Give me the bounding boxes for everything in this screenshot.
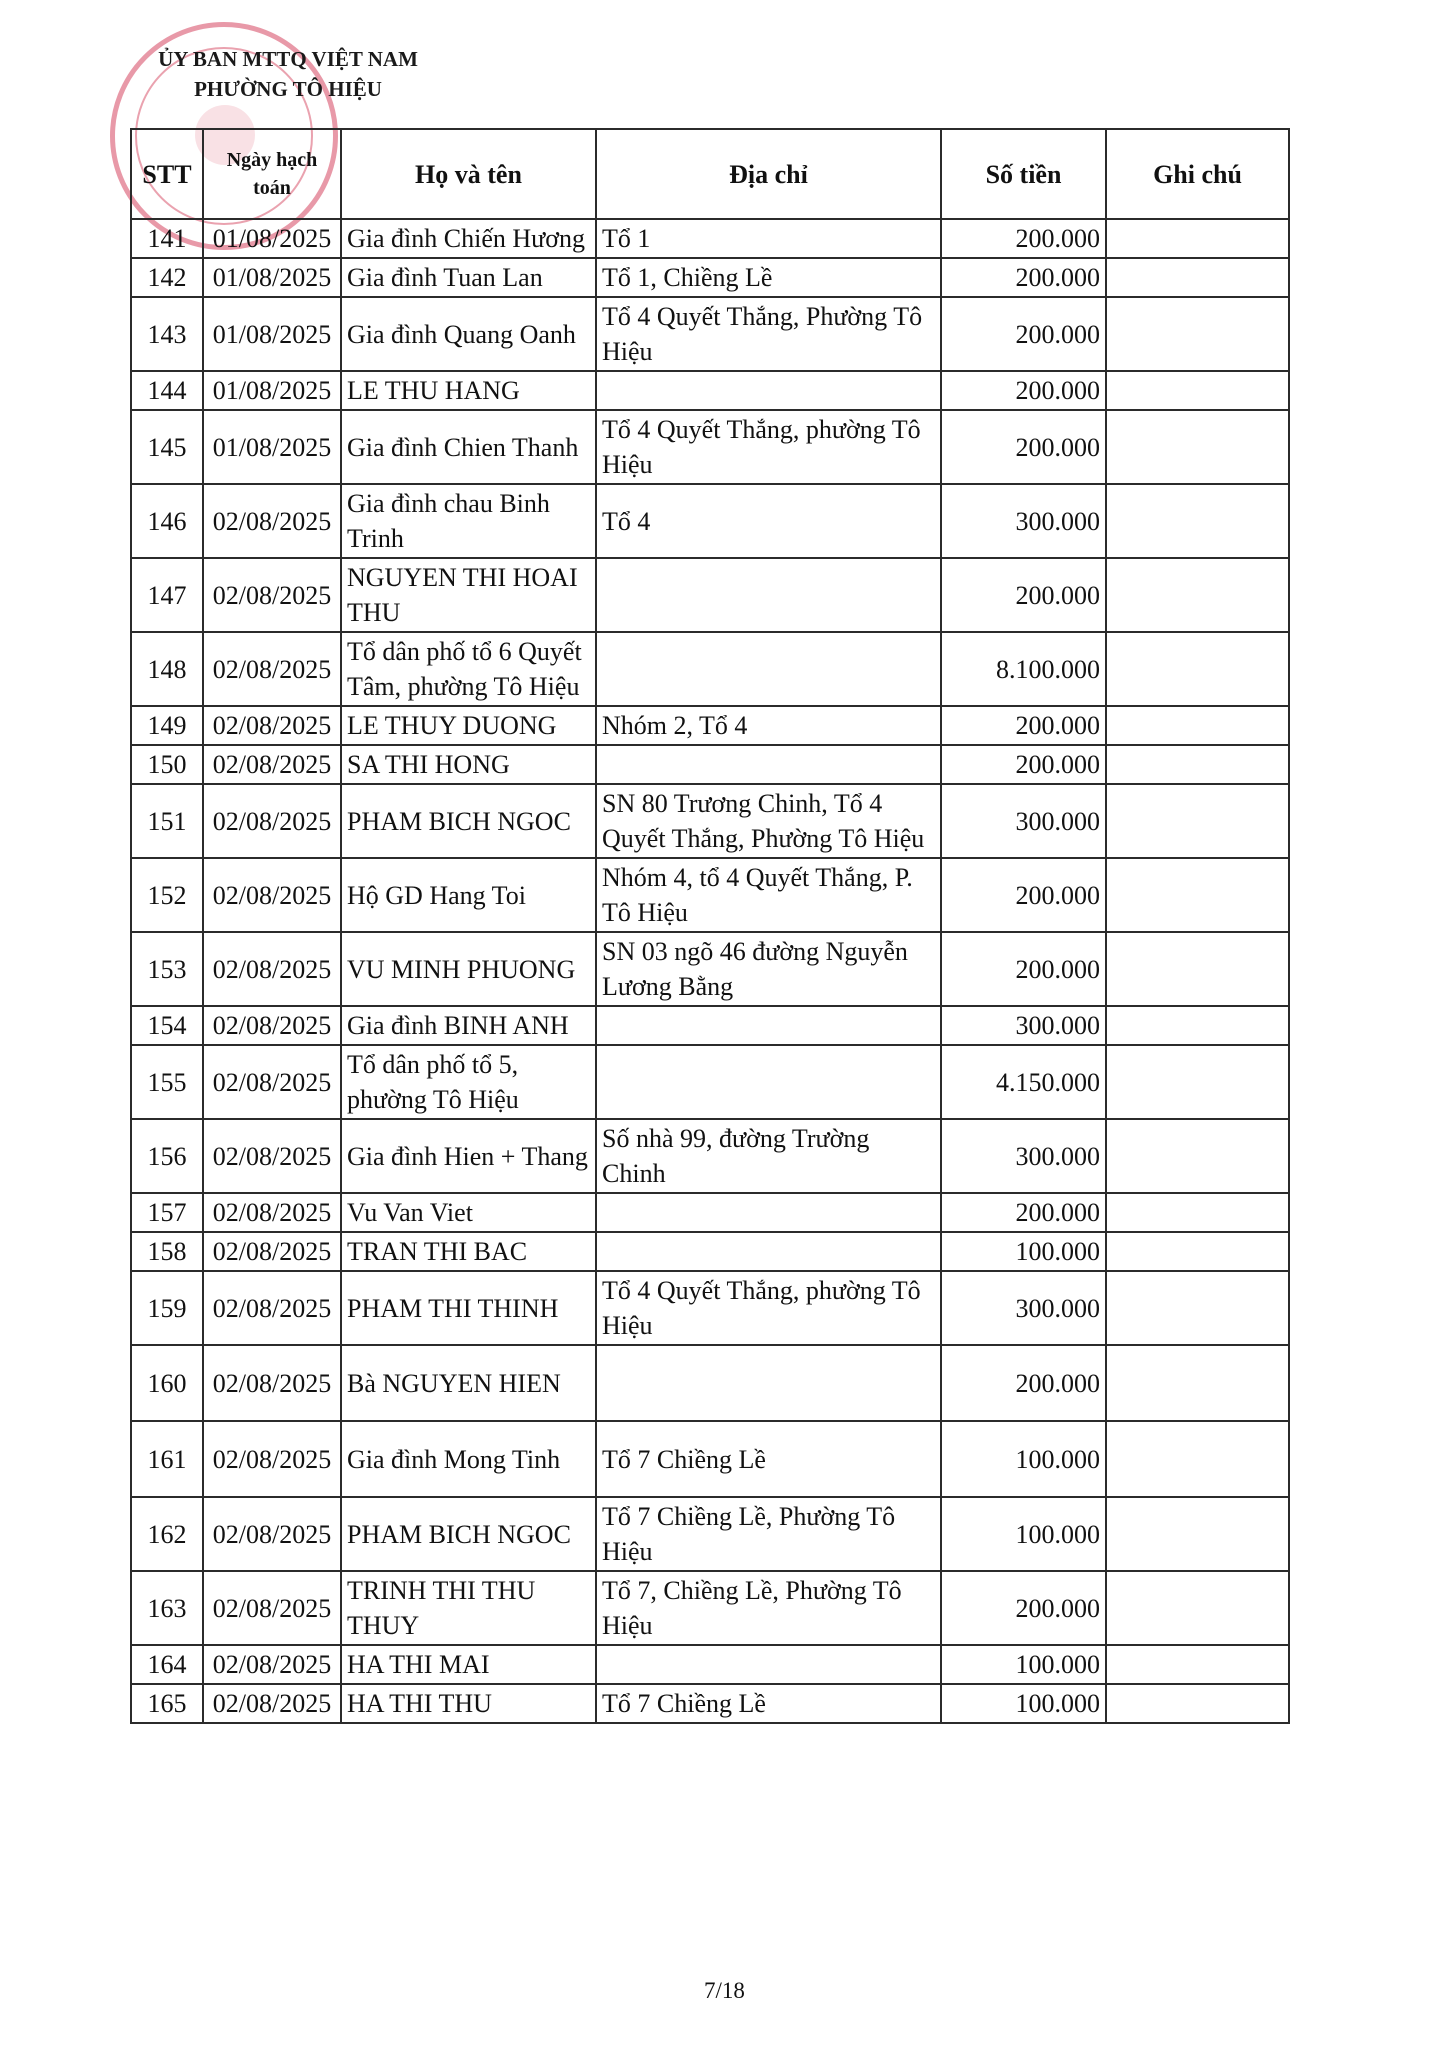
cell-amount: 200.000 — [941, 410, 1106, 484]
table-row — [131, 858, 1289, 932]
cell-note — [1106, 745, 1289, 784]
cell-stt: 158 — [131, 1232, 203, 1271]
cell-amount: 300.000 — [941, 1119, 1106, 1193]
cell-date: 01/08/2025 — [203, 410, 341, 484]
cell-stt: 144 — [131, 371, 203, 410]
cell-name: PHAM THI THINH — [341, 1271, 596, 1345]
cell-name: HA THI MAI — [341, 1645, 596, 1684]
cell-name: TRAN THI BAC — [341, 1232, 596, 1271]
cell-note — [1106, 1571, 1289, 1645]
cell-date: 02/08/2025 — [203, 1045, 341, 1119]
table-row — [131, 297, 1289, 371]
cell-address: Nhóm 2, Tổ 4 — [596, 706, 941, 745]
cell-address: Tổ 1 — [596, 219, 941, 258]
cell-name: Gia đình Chien Thanh — [341, 410, 596, 484]
column-header-amount: Số tiền — [941, 129, 1106, 219]
table-row — [131, 1497, 1289, 1571]
cell-stt: 156 — [131, 1119, 203, 1193]
table-row — [131, 558, 1289, 632]
table-row — [131, 410, 1289, 484]
column-header-stt: STT — [131, 129, 203, 219]
cell-date: 02/08/2025 — [203, 1232, 341, 1271]
cell-note — [1106, 1497, 1289, 1571]
table-row — [131, 1421, 1289, 1497]
cell-note — [1106, 1645, 1289, 1684]
cell-stt: 157 — [131, 1193, 203, 1232]
table-body — [131, 219, 1289, 1723]
cell-amount: 200.000 — [941, 558, 1106, 632]
cell-name: Gia đình Hien + Thang — [341, 1119, 596, 1193]
cell-amount: 300.000 — [941, 1271, 1106, 1345]
cell-amount: 300.000 — [941, 1006, 1106, 1045]
cell-note — [1106, 1271, 1289, 1345]
cell-address — [596, 1045, 941, 1119]
cell-name: SA THI HONG — [341, 745, 596, 784]
cell-name: Tổ dân phố tổ 6 Quyết Tâm, phường Tô Hiệu — [341, 632, 596, 706]
cell-address: Tổ 4 Quyết Thắng, Phường Tô Hiệu — [596, 297, 941, 371]
cell-address: Tổ 4 Quyết Thắng, phường Tô Hiệu — [596, 1271, 941, 1345]
column-header-date: Ngày hạch toán — [203, 129, 341, 219]
cell-address — [596, 745, 941, 784]
cell-address — [596, 632, 941, 706]
cell-note — [1106, 932, 1289, 1006]
cell-note — [1106, 1232, 1289, 1271]
table-row — [131, 1645, 1289, 1684]
cell-date: 02/08/2025 — [203, 1684, 341, 1723]
cell-name: Gia đình Tuan Lan — [341, 258, 596, 297]
cell-date: 02/08/2025 — [203, 745, 341, 784]
cell-date: 02/08/2025 — [203, 558, 341, 632]
cell-date: 02/08/2025 — [203, 1421, 341, 1497]
cell-amount: 4.150.000 — [941, 1045, 1106, 1119]
table-row — [131, 258, 1289, 297]
cell-address — [596, 371, 941, 410]
table-header-row — [131, 129, 1289, 219]
cell-address — [596, 1193, 941, 1232]
cell-amount: 100.000 — [941, 1232, 1106, 1271]
cell-name: Vu Van Viet — [341, 1193, 596, 1232]
cell-address: Tổ 7 Chiềng Lề, Phường Tô Hiệu — [596, 1497, 941, 1571]
cell-date: 02/08/2025 — [203, 1345, 341, 1421]
cell-address — [596, 1345, 941, 1421]
cell-date: 01/08/2025 — [203, 219, 341, 258]
table-row — [131, 1345, 1289, 1421]
table-row — [131, 632, 1289, 706]
cell-name: Gia đình Quang Oanh — [341, 297, 596, 371]
cell-stt: 164 — [131, 1645, 203, 1684]
table-row — [131, 1045, 1289, 1119]
table-row — [131, 1271, 1289, 1345]
cell-amount: 200.000 — [941, 258, 1106, 297]
cell-amount: 200.000 — [941, 371, 1106, 410]
cell-name: Tổ dân phố tổ 5, phường Tô Hiệu — [341, 1045, 596, 1119]
cell-amount: 200.000 — [941, 219, 1106, 258]
cell-note — [1106, 784, 1289, 858]
cell-amount: 100.000 — [941, 1421, 1106, 1497]
cell-amount: 200.000 — [941, 1345, 1106, 1421]
cell-note — [1106, 632, 1289, 706]
cell-address: SN 80 Trương Chinh, Tổ 4 Quyết Thắng, Phường Tô Hiệu — [596, 784, 941, 858]
table-row — [131, 706, 1289, 745]
cell-date: 02/08/2025 — [203, 484, 341, 558]
cell-note — [1106, 1193, 1289, 1232]
cell-date: 02/08/2025 — [203, 784, 341, 858]
cell-amount: 200.000 — [941, 932, 1106, 1006]
cell-date: 02/08/2025 — [203, 1193, 341, 1232]
cell-address: Số nhà 99, đường Trường Chinh — [596, 1119, 941, 1193]
cell-stt: 155 — [131, 1045, 203, 1119]
cell-address — [596, 1006, 941, 1045]
header-organization: ỦY BAN MTTQ VIỆT NAM — [158, 47, 418, 71]
cell-address: Tổ 4 — [596, 484, 941, 558]
column-header-note: Ghi chú — [1106, 129, 1289, 219]
table-row — [131, 784, 1289, 858]
cell-stt: 160 — [131, 1345, 203, 1421]
cell-date: 02/08/2025 — [203, 1271, 341, 1345]
cell-address — [596, 1645, 941, 1684]
cell-address — [596, 1232, 941, 1271]
cell-note — [1106, 297, 1289, 371]
cell-date: 02/08/2025 — [203, 858, 341, 932]
cell-stt: 165 — [131, 1684, 203, 1723]
cell-note — [1106, 371, 1289, 410]
page-number: 7/18 — [704, 1978, 745, 2003]
cell-date: 02/08/2025 — [203, 1645, 341, 1684]
cell-amount: 200.000 — [941, 706, 1106, 745]
cell-amount: 300.000 — [941, 484, 1106, 558]
table-row — [131, 745, 1289, 784]
cell-date: 02/08/2025 — [203, 932, 341, 1006]
cell-note — [1106, 219, 1289, 258]
donation-table — [130, 128, 1290, 1724]
cell-address — [596, 558, 941, 632]
cell-name: Gia đình BINH ANH — [341, 1006, 596, 1045]
cell-note — [1106, 558, 1289, 632]
cell-stt: 148 — [131, 632, 203, 706]
cell-date: 01/08/2025 — [203, 297, 341, 371]
cell-address: Tổ 7, Chiềng Lề, Phường Tô Hiệu — [596, 1571, 941, 1645]
table-row — [131, 1571, 1289, 1645]
cell-amount: 200.000 — [941, 1571, 1106, 1645]
cell-amount: 200.000 — [941, 858, 1106, 932]
table-row — [131, 1119, 1289, 1193]
cell-stt: 147 — [131, 558, 203, 632]
cell-stt: 152 — [131, 858, 203, 932]
cell-name: NGUYEN THI HOAI THU — [341, 558, 596, 632]
table-row — [131, 219, 1289, 258]
cell-address: Tổ 4 Quyết Thắng, phường Tô Hiệu — [596, 410, 941, 484]
cell-note — [1106, 410, 1289, 484]
cell-amount: 200.000 — [941, 745, 1106, 784]
cell-date: 02/08/2025 — [203, 1497, 341, 1571]
column-header-name: Họ và tên — [341, 129, 596, 219]
cell-note — [1106, 858, 1289, 932]
cell-stt: 146 — [131, 484, 203, 558]
cell-amount: 8.100.000 — [941, 632, 1106, 706]
cell-name: TRINH THI THU THUY — [341, 1571, 596, 1645]
cell-amount: 100.000 — [941, 1684, 1106, 1723]
cell-date: 02/08/2025 — [203, 1571, 341, 1645]
table-row — [131, 1232, 1289, 1271]
cell-amount: 100.000 — [941, 1645, 1106, 1684]
cell-date: 01/08/2025 — [203, 371, 341, 410]
header-ward: PHƯỜNG TÔ HIỆU — [194, 77, 382, 101]
table-row — [131, 371, 1289, 410]
cell-stt: 151 — [131, 784, 203, 858]
cell-address: Nhóm 4, tổ 4 Quyết Thắng, P. Tô Hiệu — [596, 858, 941, 932]
cell-stt: 143 — [131, 297, 203, 371]
cell-note — [1106, 1119, 1289, 1193]
cell-amount: 200.000 — [941, 297, 1106, 371]
table-row — [131, 1006, 1289, 1045]
cell-stt: 150 — [131, 745, 203, 784]
cell-stt: 161 — [131, 1421, 203, 1497]
cell-note — [1106, 258, 1289, 297]
cell-stt: 141 — [131, 219, 203, 258]
cell-stt: 159 — [131, 1271, 203, 1345]
cell-amount: 100.000 — [941, 1497, 1106, 1571]
cell-date: 02/08/2025 — [203, 706, 341, 745]
cell-name: HA THI THU — [341, 1684, 596, 1723]
cell-note — [1106, 1345, 1289, 1421]
table-row — [131, 484, 1289, 558]
table-row — [131, 1193, 1289, 1232]
cell-name: LE THU HANG — [341, 371, 596, 410]
document-header — [118, 44, 458, 104]
cell-date: 02/08/2025 — [203, 1119, 341, 1193]
cell-date: 02/08/2025 — [203, 1006, 341, 1045]
cell-stt: 163 — [131, 1571, 203, 1645]
cell-address: Tổ 7 Chiềng Lề — [596, 1421, 941, 1497]
cell-name: Gia đình Mong Tinh — [341, 1421, 596, 1497]
cell-stt: 153 — [131, 932, 203, 1006]
table-row — [131, 1684, 1289, 1723]
cell-stt: 145 — [131, 410, 203, 484]
cell-name: VU MINH PHUONG — [341, 932, 596, 1006]
cell-amount: 300.000 — [941, 784, 1106, 858]
cell-name: Gia đình chau Binh Trinh — [341, 484, 596, 558]
table-row — [131, 932, 1289, 1006]
cell-note — [1106, 706, 1289, 745]
cell-note — [1106, 1006, 1289, 1045]
cell-name: PHAM BICH NGOC — [341, 1497, 596, 1571]
cell-name: Gia đình Chiến Hương — [341, 219, 596, 258]
cell-address: SN 03 ngõ 46 đường Nguyễn Lương Bằng — [596, 932, 941, 1006]
cell-stt: 149 — [131, 706, 203, 745]
cell-date: 02/08/2025 — [203, 632, 341, 706]
cell-name: PHAM BICH NGOC — [341, 784, 596, 858]
cell-note — [1106, 484, 1289, 558]
cell-date: 01/08/2025 — [203, 258, 341, 297]
cell-note — [1106, 1421, 1289, 1497]
cell-address: Tổ 7 Chiềng Lề — [596, 1684, 941, 1723]
cell-name: Bà NGUYEN HIEN — [341, 1345, 596, 1421]
cell-stt: 154 — [131, 1006, 203, 1045]
cell-name: Hộ GD Hang Toi — [341, 858, 596, 932]
cell-address: Tổ 1, Chiềng Lề — [596, 258, 941, 297]
cell-note — [1106, 1045, 1289, 1119]
cell-name: LE THUY DUONG — [341, 706, 596, 745]
column-header-address: Địa chỉ — [596, 129, 941, 219]
cell-note — [1106, 1684, 1289, 1723]
cell-stt: 162 — [131, 1497, 203, 1571]
cell-amount: 200.000 — [941, 1193, 1106, 1232]
cell-stt: 142 — [131, 258, 203, 297]
